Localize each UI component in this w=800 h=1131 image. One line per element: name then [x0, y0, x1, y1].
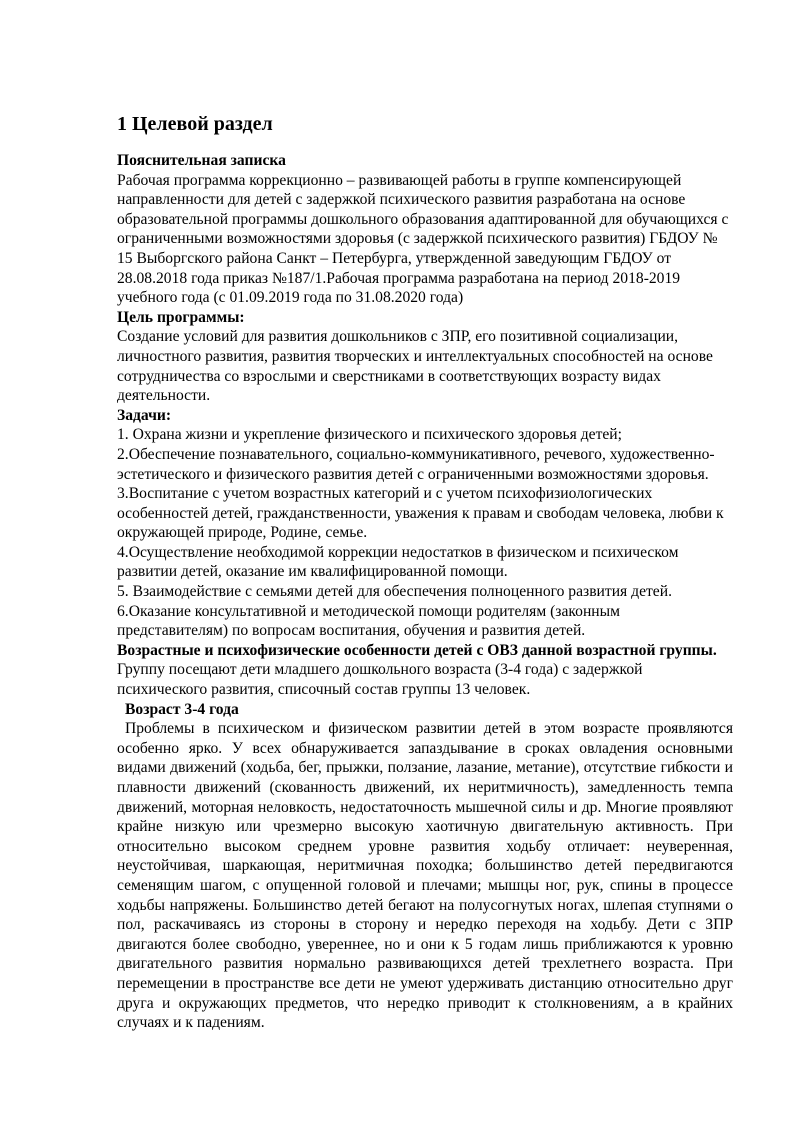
tasks-heading: Задачи: — [117, 406, 172, 424]
task-item: 1. Охрана жизни и укрепление физического и психического здоровья детей; — [117, 426, 622, 444]
section-title: 1 Целевой раздел — [117, 113, 273, 135]
task-item: 5. Взаимодействие с семьями детей для обеспечения полноценного развития детей. — [117, 583, 672, 601]
explanatory-note-heading: Пояснительная записка — [117, 152, 286, 169]
age-heading: Возраст 3-4 года — [125, 700, 239, 718]
goal-text: Создание условий для развития дошкольников с ЗПР, его позитивной социализации, личностного развития, развития творческих и интеллектуальных способностей на основе сотрудничества со взрослыми и сверстниками в соответствующих возрасту видах деятельности. — [117, 328, 713, 405]
task-item: 4.Осуществление необходимой коррекции недостатков в физическом и психическом развитии детей, оказание им квалифицированной помощи. — [117, 543, 679, 581]
task-item: 2.Обеспечение познавательного, социально-коммуникативного, речевого, художественно-эстетического и физического развития детей с ограниченными возможностями здоровья. — [117, 445, 715, 483]
features-paragraph — [117, 641, 733, 700]
task-item: 3.Воспитание с учетом возрастных категорий и с учетом психофизиологических особенностей детей, гражданственности, уважения к правам и свободам человека, любви к окружающей природе, Родине, семье. — [117, 485, 724, 542]
features-text: Группу посещают дети младшего дошкольного возраста (3-4 года) с задержкой психического развития, списочный состав группы 13 человек. — [117, 661, 643, 699]
features-heading: Возрастные и психофизические особенности детей с ОВЗ данной возрастной группы. — [117, 641, 717, 659]
document-page — [117, 111, 733, 1033]
goal-heading: Цель программы: — [117, 308, 245, 326]
age-text: Проблемы в психическом и физическом развитии детей в этом возрасте проявляются особенно ярко. У всех обнаруживается запаздывание в сроках овладения основными видами движений (ходьба, бег, прыжки, ползание, лазание, метание), отсутствие гибкости и плавности движений (скованность движений, их неритмичность), замедленность темпа движений, моторная неловкость, недостаточность мышечной силы и др. Многие проявляют крайне низкую или чрезмерно высокую хаотичную двигательную активность. При относительно высоком среднем уровне развития ходьбу отличает: неуверенная, неустойчивая, шаркающая, неритмичная походка; большинство детей передвигаются семенящим шагом, с опущенной головой и плечами; мышцы ног, рук, спины в процессе ходьбы напряжены. Большинство детей бегают на полусогнутых ногах, шлепая ступнями о пол, раскачиваясь из стороны в сторону и нередко переходя на ходьбу. Дети с ЗПР двигаются более свободно, увереннее, но и они к 5 годам лишь приближаются к уровню двигательного развития нормально развивающихся детей трехлетнего возраста. При перемещении в пространстве все дети не умеют удерживать дистанцию относительно друг друга и окружающих предметов, что нередко приводит к столкновениям, а в крайних случаях и к падениям. — [117, 720, 733, 1032]
explanatory-note-text: Рабочая программа коррекционно – развивающей работы в группе компенсирующей направленности для детей с задержкой психического развития разработана на основе образовательной программы дошкольного образования адаптированной для обучающихся с ограниченными возможностями здоровья (с задержкой психического развития) ГБДОУ № 15 Выборгского района Санкт – Петербурга, утвержденной заведующим ГБДОУ от 28.08.2018 года приказ №187/1.Рабочая программа разработана на период 2018-2019 учебного года (с 01.09.2019 года по 31.08.2020 года) — [117, 171, 729, 307]
task-item: 6.Оказание консультативной и методической помощи родителям (законным представителям) по вопросам воспитания, обучения и развития детей. — [117, 602, 620, 640]
